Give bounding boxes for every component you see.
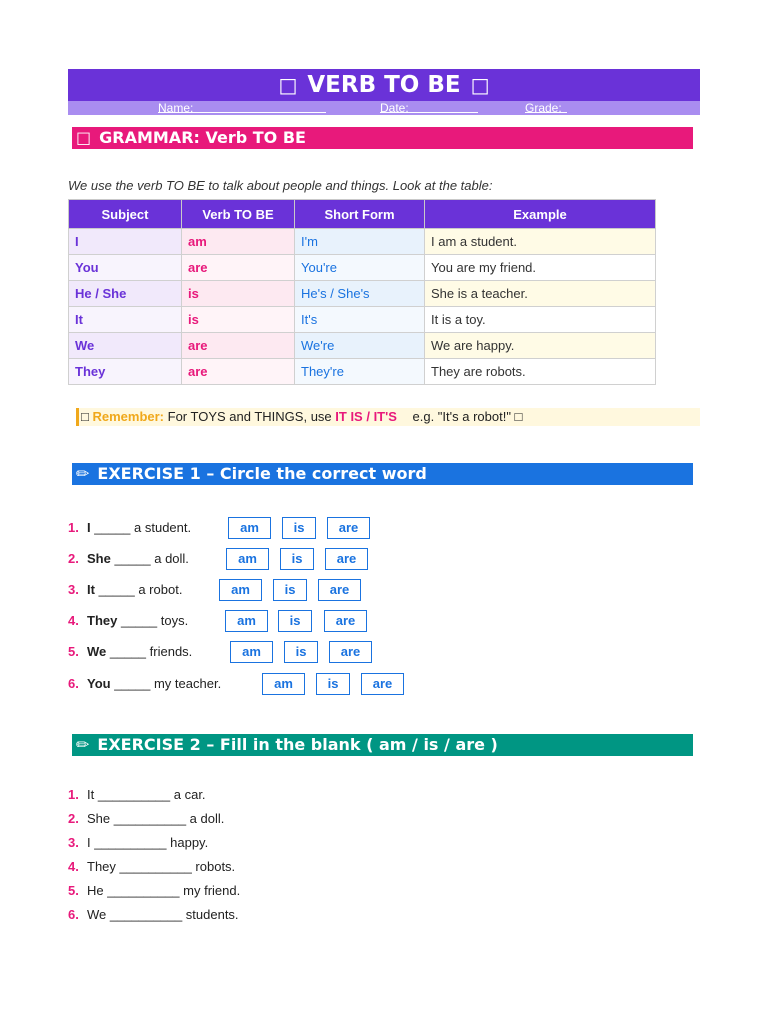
example-cell: I am a student. bbox=[425, 229, 656, 255]
item-number: 2. bbox=[68, 811, 79, 826]
subject-cell: He / She bbox=[69, 281, 182, 307]
table-row bbox=[69, 229, 656, 255]
choice-am-button[interactable]: am bbox=[230, 641, 273, 663]
item-text: _____ a doll. bbox=[114, 551, 189, 566]
short-form-cell: They're bbox=[295, 359, 425, 385]
exercise2-header bbox=[72, 734, 693, 756]
subject-cell: You bbox=[69, 255, 182, 281]
example-cell: You are my friend. bbox=[425, 255, 656, 281]
item-subject: I bbox=[87, 520, 91, 535]
name-blank bbox=[158, 101, 326, 113]
title-right-icon: □ bbox=[470, 73, 490, 97]
remember-label: Remember: bbox=[92, 409, 165, 424]
short-form-cell: You're bbox=[295, 255, 425, 281]
item-subject: You bbox=[87, 676, 111, 691]
choice-is-button[interactable]: is bbox=[273, 579, 307, 601]
table-header-row bbox=[69, 200, 656, 229]
short-form-cell: It's bbox=[295, 307, 425, 333]
worksheet-title-bar bbox=[68, 69, 700, 101]
item-text: _____ my teacher. bbox=[114, 676, 222, 691]
verb-cell: are bbox=[182, 333, 295, 359]
item-text: She __________ a doll. bbox=[87, 811, 225, 826]
grammar-section-header bbox=[72, 127, 693, 149]
name-label: Name: bbox=[158, 101, 194, 115]
item-text: We __________ students. bbox=[87, 907, 239, 922]
item-text: I __________ happy. bbox=[87, 835, 209, 850]
verb-cell: am bbox=[182, 229, 295, 255]
item-number: 5. bbox=[68, 644, 79, 659]
short-form-cell: We're bbox=[295, 333, 425, 359]
table-row bbox=[69, 359, 656, 385]
choice-is-button[interactable]: is bbox=[282, 517, 316, 539]
exercise2-title: EXERCISE 2 – Fill in the blank ( am / is / are ) bbox=[97, 735, 498, 754]
item-text: _____ a robot. bbox=[98, 582, 183, 597]
pencil-icon: ✏ bbox=[76, 735, 90, 754]
book-icon: □ bbox=[76, 128, 92, 147]
date-blank bbox=[380, 101, 478, 113]
choice-am-button[interactable]: am bbox=[226, 548, 269, 570]
date-label: Date: bbox=[380, 101, 409, 115]
exercise2-item[interactable] bbox=[68, 835, 208, 851]
exercise2-item[interactable] bbox=[68, 883, 240, 899]
choice-is-button[interactable]: is bbox=[278, 610, 312, 632]
verb-cell: are bbox=[182, 359, 295, 385]
column-header: Short Form bbox=[295, 200, 425, 229]
grade-blank bbox=[525, 101, 567, 113]
grammar-table bbox=[68, 199, 656, 385]
subject-cell: I bbox=[69, 229, 182, 255]
item-number: 3. bbox=[68, 835, 79, 850]
exercise1-header bbox=[72, 463, 693, 485]
grade-label: Grade: bbox=[525, 101, 562, 115]
remember-note bbox=[76, 408, 700, 426]
choice-are-button[interactable]: are bbox=[327, 517, 370, 539]
worksheet-title: VERB TO BE bbox=[307, 72, 461, 98]
short-form-cell: He's / She's bbox=[295, 281, 425, 307]
title-left-icon: □ bbox=[278, 73, 298, 97]
item-number: 2. bbox=[68, 551, 79, 566]
subject-cell: They bbox=[69, 359, 182, 385]
choice-am-button[interactable]: am bbox=[219, 579, 262, 601]
item-number: 6. bbox=[68, 907, 79, 922]
column-header: Example bbox=[425, 200, 656, 229]
verb-cell: are bbox=[182, 255, 295, 281]
example-cell: They are robots. bbox=[425, 359, 656, 385]
grammar-intro: We use the verb TO BE to talk about people and things. Look at the table: bbox=[68, 178, 493, 193]
item-text: They __________ robots. bbox=[87, 859, 236, 874]
item-text: It __________ a car. bbox=[87, 787, 206, 802]
exercise1-item bbox=[68, 548, 189, 570]
grammar-title: GRAMMAR: Verb TO BE bbox=[99, 128, 306, 147]
choice-am-button[interactable]: am bbox=[228, 517, 271, 539]
exercise1-item bbox=[68, 641, 192, 663]
item-subject: It bbox=[87, 582, 95, 597]
choice-is-button[interactable]: is bbox=[316, 673, 350, 695]
choice-am-button[interactable]: am bbox=[262, 673, 305, 695]
remember-example: e.g. "It's a robot!" □ bbox=[412, 409, 523, 424]
pencil-icon: ✏ bbox=[76, 464, 90, 483]
item-number: 5. bbox=[68, 883, 79, 898]
item-number: 1. bbox=[68, 787, 79, 802]
example-cell: She is a teacher. bbox=[425, 281, 656, 307]
item-text: _____ a student. bbox=[94, 520, 192, 535]
lightbulb-icon: □ bbox=[81, 409, 89, 424]
item-text: _____ friends. bbox=[109, 644, 193, 659]
choice-is-button[interactable]: is bbox=[284, 641, 318, 663]
verb-cell: is bbox=[182, 307, 295, 333]
column-header: Subject bbox=[69, 200, 182, 229]
exercise2-item[interactable] bbox=[68, 787, 206, 803]
choice-are-button[interactable]: are bbox=[329, 641, 372, 663]
exercise1-item bbox=[68, 673, 221, 695]
item-number: 3. bbox=[68, 582, 79, 597]
choice-are-button[interactable]: are bbox=[318, 579, 361, 601]
remember-text: For TOYS and THINGS, use bbox=[167, 409, 332, 424]
item-text: _____ toys. bbox=[120, 613, 189, 628]
example-cell: We are happy. bbox=[425, 333, 656, 359]
student-info-bar bbox=[68, 101, 700, 115]
item-subject: They bbox=[87, 613, 118, 628]
example-cell: It is a toy. bbox=[425, 307, 656, 333]
choice-are-button[interactable]: are bbox=[361, 673, 404, 695]
item-number: 6. bbox=[68, 676, 79, 691]
choice-am-button[interactable]: am bbox=[225, 610, 268, 632]
subject-cell: It bbox=[69, 307, 182, 333]
choice-is-button[interactable]: is bbox=[280, 548, 314, 570]
exercise2-item[interactable] bbox=[68, 811, 224, 827]
exercise2-item[interactable] bbox=[68, 859, 235, 875]
item-number: 4. bbox=[68, 859, 79, 874]
exercise2-item[interactable] bbox=[68, 907, 239, 923]
table-row bbox=[69, 255, 656, 281]
exercise1-title: EXERCISE 1 – Circle the correct word bbox=[97, 464, 427, 483]
choice-are-button[interactable]: are bbox=[324, 610, 367, 632]
exercise1-item bbox=[68, 610, 188, 632]
item-text: He __________ my friend. bbox=[87, 883, 241, 898]
verb-cell: is bbox=[182, 281, 295, 307]
item-subject: She bbox=[87, 551, 111, 566]
subject-cell: We bbox=[69, 333, 182, 359]
item-number: 1. bbox=[68, 520, 79, 535]
table-row bbox=[69, 281, 656, 307]
item-subject: We bbox=[87, 644, 107, 659]
column-header: Verb TO BE bbox=[182, 200, 295, 229]
short-form-cell: I'm bbox=[295, 229, 425, 255]
exercise1-item bbox=[68, 517, 191, 539]
table-row bbox=[69, 333, 656, 359]
table-row bbox=[69, 307, 656, 333]
choice-are-button[interactable]: are bbox=[325, 548, 368, 570]
remember-highlight: IT IS / IT'S bbox=[335, 409, 397, 424]
item-number: 4. bbox=[68, 613, 79, 628]
exercise1-item bbox=[68, 579, 182, 601]
